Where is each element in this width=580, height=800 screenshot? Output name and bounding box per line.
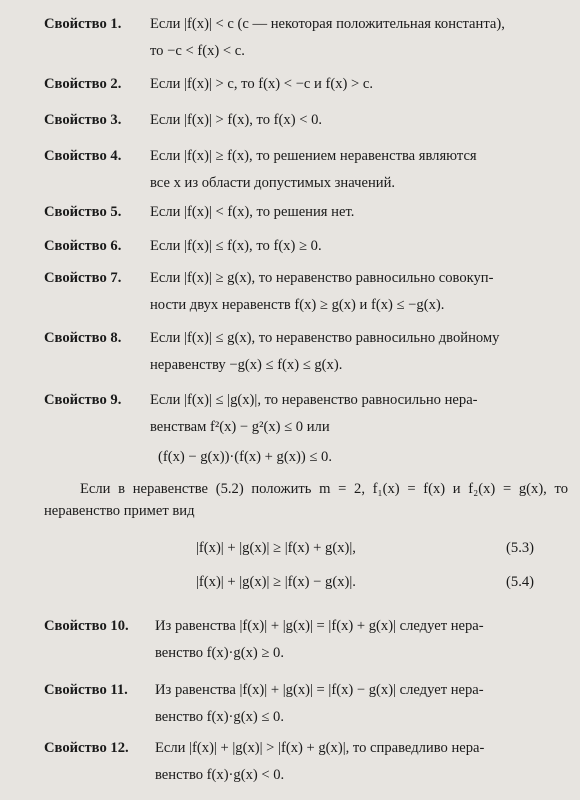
property-text: венство f(x)·g(x) < 0. bbox=[155, 767, 285, 783]
property-text: Из равенства |f(x)| + |g(x)| = |f(x) − g(x)| следует нера- bbox=[155, 682, 484, 698]
property-2 bbox=[44, 74, 572, 94]
property-text: Если |f(x)| > f(x), то f(x) < 0. bbox=[150, 112, 323, 128]
property-text: ности двух неравенств f(x) ≥ g(x) и f(x) ≤ −g(x). bbox=[150, 297, 445, 313]
property-1 bbox=[44, 14, 572, 61]
property-text: венство f(x)·g(x) ≥ 0. bbox=[155, 645, 284, 661]
property-label: Свойство 5. bbox=[44, 204, 122, 220]
property-5 bbox=[44, 202, 572, 222]
transition-paragraph: Если в неравенстве (5.2) положить m = 2, f₁(x) = f(x) и f₂(x) = g(x), то неравенство примет вид bbox=[44, 481, 568, 519]
property-label: Свойство 7. bbox=[44, 270, 122, 286]
property-text: Если |f(x)| + |g(x)| > |f(x) + g(x)|, то справедливо нера- bbox=[155, 740, 485, 756]
property-text: все x из области допустимых значений. bbox=[150, 175, 396, 191]
property-text: (f(x) − g(x))·(f(x) + g(x)) ≤ 0. bbox=[158, 449, 332, 465]
property-9 bbox=[44, 390, 572, 467]
property-text: неравенству −g(x) ≤ f(x) ≤ g(x). bbox=[150, 357, 343, 373]
property-text: Из равенства |f(x)| + |g(x)| = |f(x) + g(x)| следует нера- bbox=[155, 618, 484, 634]
property-8 bbox=[44, 328, 572, 375]
equation-formula: |f(x)| + |g(x)| ≥ |f(x) + g(x)|, bbox=[196, 540, 356, 556]
property-4 bbox=[44, 146, 572, 193]
property-label: Свойство 3. bbox=[44, 112, 122, 128]
property-text: Если |f(x)| ≥ g(x), то неравенство равносильно совокуп- bbox=[150, 270, 494, 286]
property-text: Если |f(x)| ≤ f(x), то f(x) ≥ 0. bbox=[150, 238, 322, 254]
equation-number: (5.3) bbox=[506, 540, 534, 556]
equation-number: (5.4) bbox=[506, 574, 534, 590]
property-label: Свойство 4. bbox=[44, 148, 122, 164]
property-text: то −c < f(x) < c. bbox=[150, 43, 245, 59]
property-10 bbox=[44, 616, 572, 663]
property-11 bbox=[44, 680, 572, 727]
property-label: Свойство 2. bbox=[44, 76, 122, 92]
property-label: Свойство 6. bbox=[44, 238, 122, 254]
property-label: Свойство 12. bbox=[44, 740, 129, 756]
property-text: венствам f²(x) − g²(x) ≤ 0 или bbox=[150, 419, 330, 435]
property-text: Если |f(x)| ≥ f(x), то решением неравенства являются bbox=[150, 148, 477, 164]
property-label: Свойство 9. bbox=[44, 392, 122, 408]
property-text: Если |f(x)| < c (c — некоторая положительная константа), bbox=[150, 16, 505, 32]
property-text: Если |f(x)| ≤ g(x), то неравенство равносильно двойному bbox=[150, 330, 500, 346]
property-text: Если |f(x)| > c, то f(x) < −c и f(x) > c. bbox=[150, 76, 374, 92]
property-text: Если |f(x)| < f(x), то решения нет. bbox=[150, 204, 355, 220]
property-3 bbox=[44, 110, 572, 130]
property-label: Свойство 8. bbox=[44, 330, 122, 346]
property-label: Свойство 11. bbox=[44, 682, 128, 698]
equation-formula: |f(x)| + |g(x)| ≥ |f(x) − g(x)|. bbox=[196, 574, 356, 590]
property-7 bbox=[44, 268, 572, 315]
property-text: венство f(x)·g(x) ≤ 0. bbox=[155, 709, 284, 725]
property-label: Свойство 1. bbox=[44, 16, 122, 32]
property-text: Если |f(x)| ≤ |g(x)|, то неравенство равносильно нера- bbox=[150, 392, 478, 408]
property-label: Свойство 10. bbox=[44, 618, 129, 634]
property-12 bbox=[44, 738, 572, 785]
property-6 bbox=[44, 236, 572, 256]
